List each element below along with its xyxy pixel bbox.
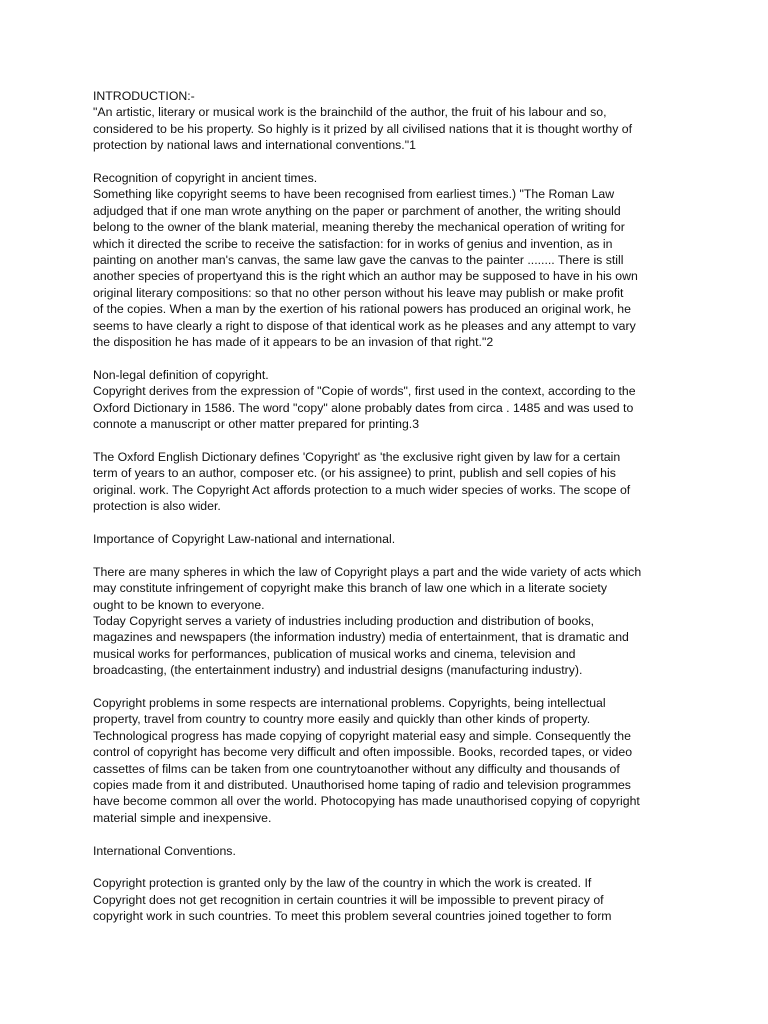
document-body [93,88,683,925]
paragraph-roman-law: Something like copyright seems to have been recognised from earliest times.) "The Roman Law adjudged that if one man wrote anything on the paper or parchment of another, the writing should belong to the owner of the blank material, meaning thereby the mechanical operation of writing for which it directed the scribe to receive the satisfaction: for in works of genius and invention, as in painting on another man's canvas, the same law gave the canvas to the painter ........ There is still another species of propertyand this is the right which an author may be supposed to have in his own original literary compositions: so that no other person without his leave may publish or make profit of the copies. When a man by the exertion of his rational powers has produced an original work, he seems to have clearly a right to dispose of that identical work as he pleases and any attempt to vary the disposition he has made of it appears to be an invasion of that right."2 [93,187,638,350]
section-heading-importance: Importance of Copyright Law-national and international. [93,531,396,546]
paragraph-spheres: There are many spheres in which the law of Copyright plays a part and the wide variety of acts which may constitute infringement of copyright make this branch of law one which in a literate society ought to be known to everyone. [93,564,642,612]
paragraph-industries: Today Copyright serves a variety of industries including production and distribution of books, magazines and newspapers (the information industry) media of entertainment, that is dramatic and musical works for performances, publication of musical works and cinema, television and broadcasting, (the entertainment industry) and industrial designs (manufacturing industry). [93,613,629,678]
paragraph-gap [93,547,683,563]
paragraph-gap [93,154,683,170]
paragraph-gap [93,350,683,366]
section-heading-international-conventions: International Conventions. [93,843,236,858]
paragraph-gap [93,859,683,875]
paragraph-copie-of-words: Copyright derives from the expression of "Copie of words", first used in the context, according to the Oxford Dictionary in 1586. The word "copy" alone probably dates from circa . 1485 and was used to connote a manuscript or other matter prepared for printing.3 [93,384,636,432]
section-heading-non-legal-definition: Non-legal definition of copyright. [93,367,269,382]
paragraph-gap [93,433,683,449]
paragraph-oxford-definition: The Oxford English Dictionary defines 'Copyright' as 'the exclusive right given by law for a certain term of years to an author, composer etc. (or his assignee) to print, publish and sell copies of his original. work. The Copyright Act affords protection to a much wider species of works. The scope of protection is also wider. [93,449,631,514]
section-heading-ancient-times: Recognition of copyright in ancient times. [93,171,318,186]
paragraph-international-problems: Copyright problems in some respects are international problems. Copyrights, being intellectual property, travel from country to country more easily and quickly than other kinds of property. Technological progress has made copying of copyright material easy and simple. Consequently the control of copyright has become very difficult and often impossible. Books, recorded tapes, or video cassettes of films can be taken from one countrytoanother without any difficulty and thousands of copies made from it and distributed. Unauthorised home taping of radio and television programmes have become common all over the world. Photocopying has made unauthorised copying of copyright material simple and inexpensive. [93,695,640,825]
paragraph-gap [93,515,683,531]
paragraph-intro-quote: "An artistic, literary or musical work is the brainchild of the author, the fruit of his labour and so, considered to be his property. So highly is it prized by all civilised nations that it is thought worthy of protection by national laws and international conventions."1 [93,105,633,153]
paragraph-gap [93,679,683,695]
paragraph-copyright-protection: Copyright protection is granted only by the law of the country in which the work is created. If Copyright does not get recognition in certain countries it will be impossible to prevent piracy of copyright work in such countries. To meet this problem several countries joined together to form [93,876,612,924]
paragraph-gap [93,826,683,842]
section-heading-introduction: INTRODUCTION:- [93,89,195,103]
